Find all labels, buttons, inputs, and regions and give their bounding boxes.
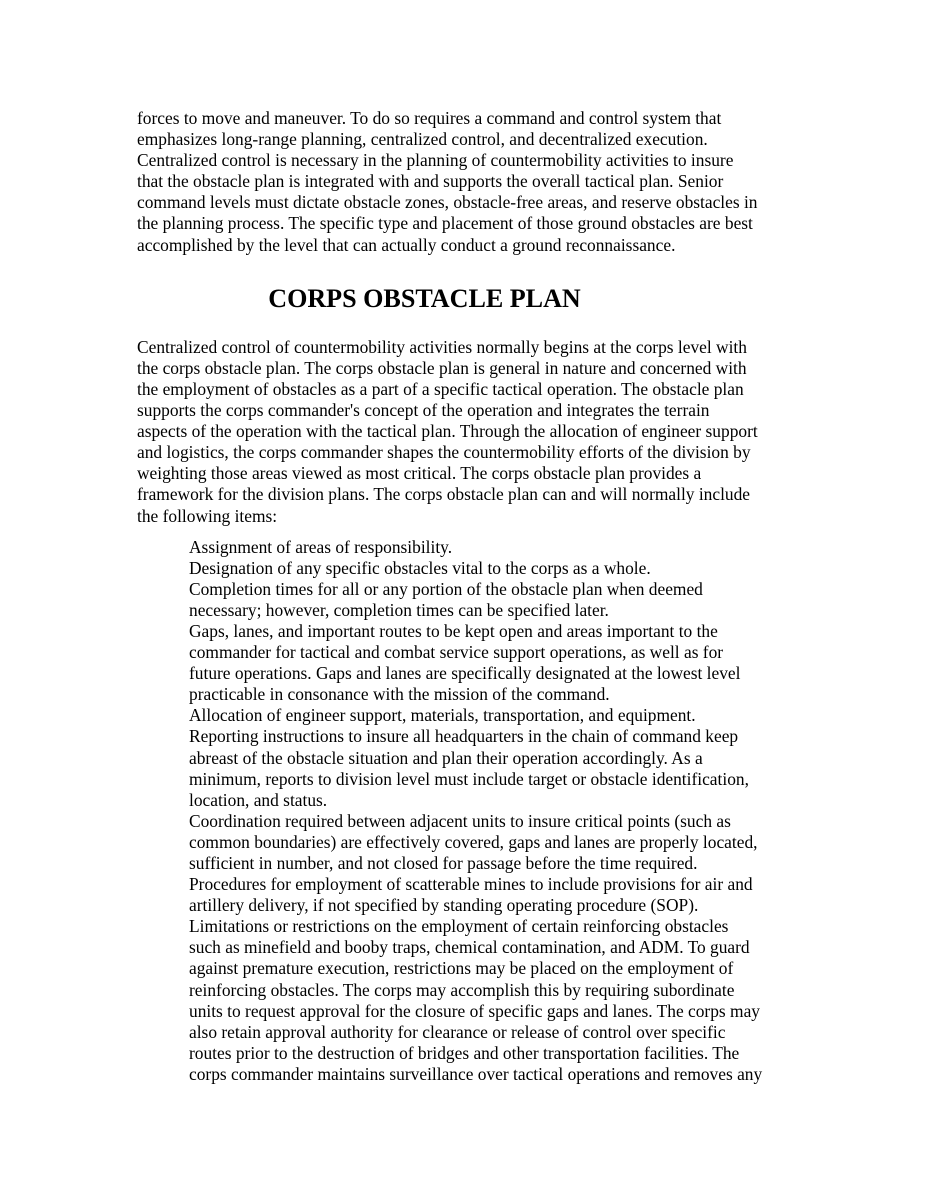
text-line: Limitations or restrictions on the employment of certain reinforcing obstacles: [189, 916, 729, 937]
text-line: future operations. Gaps and lanes are specifically designated at the lowest level: [189, 663, 741, 684]
text-line: Centralized control of countermobility activities normally begins at the corps level with: [137, 336, 747, 357]
text-line: Allocation of engineer support, materials, transportation, and equipment.: [189, 705, 696, 726]
text-line: such as minefield and booby traps, chemical contamination, and ADM. To guard: [189, 937, 750, 958]
text-line: minimum, reports to division level must include target or obstacle identification,: [189, 768, 749, 789]
text-line: supports the corps commander's concept of the operation and integrates the terrain: [137, 400, 710, 421]
text-line: against premature execution, restrictions may be placed on the employment of: [189, 958, 734, 979]
text-line: Gaps, lanes, and important routes to be kept open and areas important to the: [189, 620, 718, 641]
list-item: [189, 537, 797, 558]
text-line: Designation of any specific obstacles vital to the corps as a whole.: [189, 557, 651, 578]
text-line: routes prior to the destruction of bridges and other transportation facilities. The: [189, 1042, 740, 1063]
text-line: Coordination required between adjacent units to insure critical points (such as: [189, 810, 731, 831]
text-line: artillery delivery, if not specified by standing operating procedure (SOP).: [189, 895, 699, 916]
text-line: Completion times for all or any portion of the obstacle plan when deemed: [189, 578, 703, 599]
text-line: practicable in consonance with the mission of the command.: [189, 684, 610, 705]
text-line: the following items:: [137, 505, 278, 526]
text-line: framework for the division plans. The corps obstacle plan can and will normally include: [137, 484, 751, 505]
corps-obstacle-paragraph: [137, 337, 797, 527]
text-line: reinforcing obstacles. The corps may accomplish this by requiring subordinate: [189, 979, 735, 1000]
text-line: forces to move and maneuver. To do so requires a command and control system that: [137, 108, 722, 128]
text-line: corps commander maintains surveillance over tactical operations and removes any: [189, 1063, 763, 1084]
text-line: the corps obstacle plan. The corps obstacle plan is general in nature and concerned with: [137, 357, 747, 378]
text-line: that the obstacle plan is integrated with and supports the overall tactical plan. Senior: [137, 171, 724, 192]
section-heading: CORPS OBSTACLE PLAN: [268, 283, 581, 313]
text-line: location, and status.: [189, 789, 328, 810]
text-line: sufficient in number, and not closed for passage before the time required.: [189, 853, 698, 873]
text-line: commander for tactical and combat service support operations, as well as for: [189, 642, 724, 663]
list-item: [189, 705, 797, 726]
text-line: also retain approval authority for clearance or release of control over specific: [189, 1021, 726, 1042]
text-line: units to request approval for the closure of specific gaps and lanes. The corps may: [189, 1000, 760, 1021]
text-line: emphasizes long-range planning, centralized control, and decentralized execution.: [137, 129, 708, 150]
intro-paragraph: [137, 108, 797, 256]
text-line: and logistics, the corps commander shapes the countermobility efforts of the division by: [137, 442, 751, 463]
list-item: [189, 579, 797, 621]
text-line: Assignment of areas of responsibility.: [189, 536, 453, 557]
text-line: weighting those areas viewed as most critical. The corps obstacle plan provides a: [137, 463, 702, 484]
list-item: [189, 621, 797, 705]
list-item: [189, 558, 797, 579]
text-line: abreast of the obstacle situation and plan their operation accordingly. As a: [189, 747, 703, 768]
text-line: common boundaries) are effectively covered, gaps and lanes are properly located,: [189, 831, 758, 852]
text-line: Procedures for employment of scatterable mines to include provisions for air and: [189, 874, 753, 895]
list-item: [189, 916, 797, 1085]
obstacle-plan-items: [137, 537, 797, 1085]
text-line: Centralized control is necessary in the planning of countermobility activities to insure: [137, 150, 734, 171]
text-line: command levels must dictate obstacle zones, obstacle-free areas, and reserve obstacles in: [137, 192, 758, 213]
text-line: the employment of obstacles as a part of a specific tactical operation. The obstacle plan: [137, 378, 744, 399]
list-item: [189, 811, 797, 874]
text-line: accomplished by the level that can actually conduct a ground reconnaissance.: [137, 234, 676, 255]
document-page: [137, 108, 797, 1085]
text-line: Reporting instructions to insure all headquarters in the chain of command keep: [189, 726, 739, 747]
text-line: necessary; however, completion times can be specified later.: [189, 599, 609, 620]
list-item: [189, 726, 797, 810]
list-item: [189, 874, 797, 916]
text-line: the planning process. The specific type and placement of those ground obstacles are best: [137, 213, 753, 234]
text-line: aspects of the operation with the tactical plan. Through the allocation of engineer support: [137, 421, 758, 442]
